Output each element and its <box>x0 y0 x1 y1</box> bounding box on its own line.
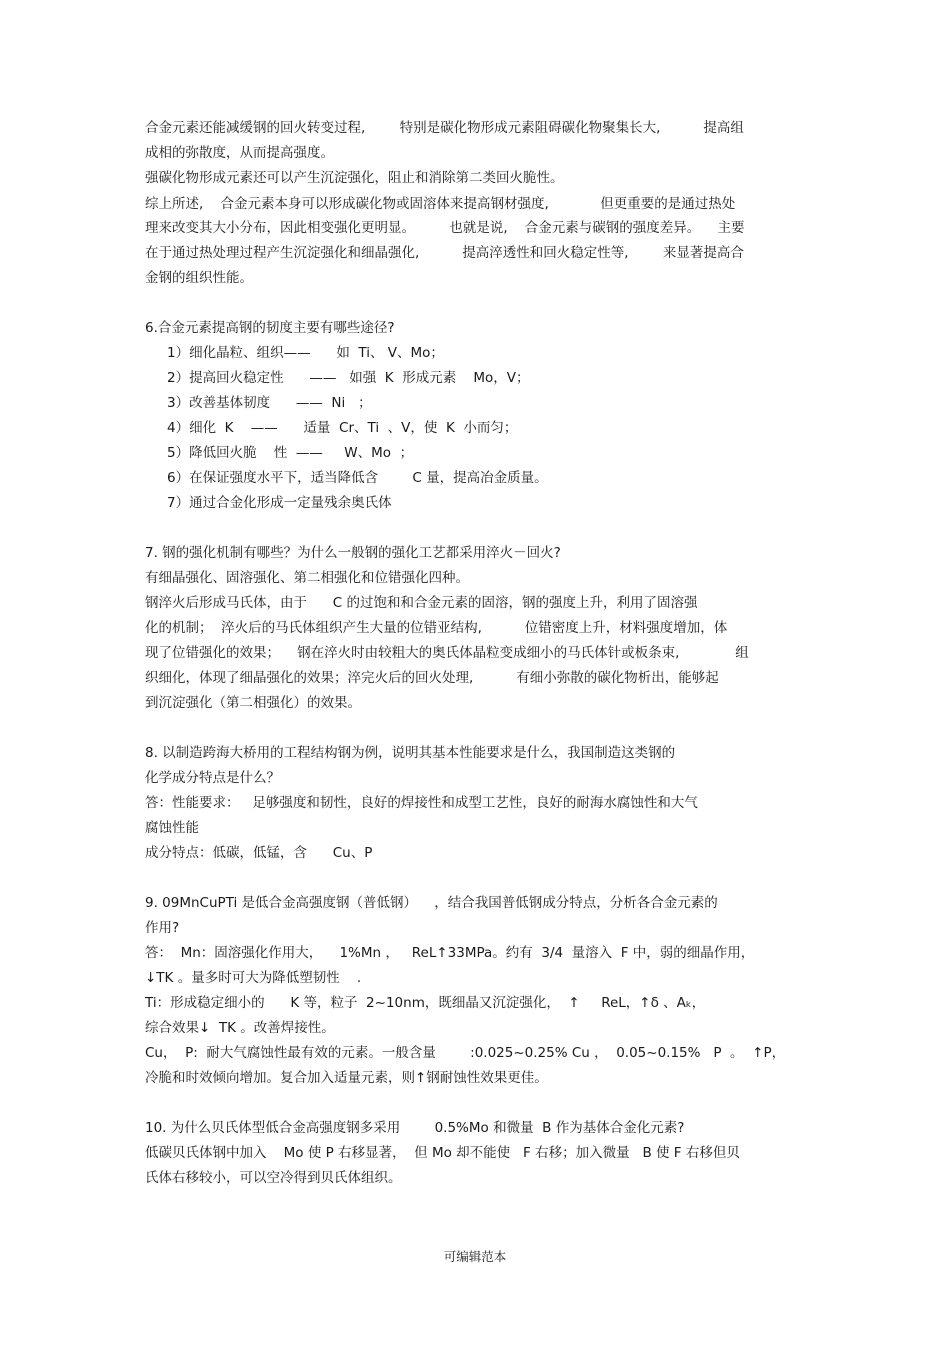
answer-line: 化的机制； 淬火后的马氏体组织产生大量的位错亚结构, 位错密度上升，材料强度增加，体 <box>145 620 728 636</box>
answer-line: 答：性能要求： 足够强度和韧性，良好的焊接性和成型工艺性，良好的耐海水腐蚀性和大气 <box>145 795 698 811</box>
paragraph-line: 金钢的组织性能。 <box>145 270 253 286</box>
answer-line: 到沉淀强化（第二相强化）的效果。 <box>145 695 361 711</box>
paragraph-line: 在于通过热处理过程产生沉淀强化和细晶强化, 提高淬透性和回火稳定性等, 来显著提高合 <box>145 245 744 261</box>
page-footer: 可编辑范本 <box>443 1249 507 1264</box>
list-item: 2）提高回火稳定性 —— 如强 K 形成元素 Mo，V； <box>167 370 530 386</box>
question-8-title-cont: 化学成分特点是什么？ <box>145 770 280 786</box>
list-item: 3）改善基体韧度 —— Ni ； <box>167 395 372 411</box>
paragraph-line: 强碳化物形成元素还可以产生沉淀强化，阻止和消除第二类回火脆性。 <box>145 170 564 186</box>
list-item: 1）细化晶粒、组织—— 如 Ti、 V、Mo； <box>167 345 444 361</box>
question-9-title: 9. 09MnCuPTi 是低合金高强度钢（普低钢） ，结合我国普低钢成分特点，分析各合金元素的 <box>145 895 718 911</box>
answer-line: 冷脆和时效倾向增加。复合加入适量元素，则↑钢耐蚀性效果更佳。 <box>145 1070 548 1086</box>
answer-line: 氏体右移较小，可以空冷得到贝氏体组织。 <box>145 1170 402 1186</box>
question-6-title: 6.合金元素提高钢的韧度主要有哪些途径? <box>145 320 395 336</box>
paragraph-line: 理来改变其大小分布，因此相变强化更明显。 也就是说, 合金元素与碳钢的强度差异。 主要 <box>145 220 745 236</box>
answer-line: 成分特点：低碳，低锰，含 Cu、P <box>145 845 373 861</box>
list-item: 4）细化 K —— 适量 Cr、Ti 、V，使 K 小而匀； <box>167 420 518 436</box>
question-7-title: 7. 钢的强化机制有哪些？为什么一般钢的强化工艺都采用淬火－回火? <box>145 545 561 561</box>
question-9-title-cont: 作用? <box>145 920 180 936</box>
answer-line: 钢淬火后形成马氏体，由于 C 的过饱和和合金元素的固溶，钢的强度上升，利用了固溶强 <box>145 595 698 611</box>
answer-line: 有细晶强化、固溶强化、第二相强化和位错强化四种。 <box>145 570 469 586</box>
answer-line: 低碳贝氏体钢中加入 Mo 使 P 右移显著， 但 Mo 却不能使 F 右移；加入微量 B 使 F 右移但贝 <box>145 1145 740 1161</box>
question-8-title: 8. 以制造跨海大桥用的工程结构钢为例，说明其基本性能要求是什么，我国制造这类钢的 <box>145 745 676 761</box>
answer-line: 织细化，体现了细晶强化的效果；淬完火后的回火处理, 有细小弥散的碳化物析出，能够起 <box>145 670 719 686</box>
answer-line: 答： Mn：固溶强化作用大， 1%Mn ， ReL↑33MPa。约有 3/4 量溶入 F 中，弱的细晶作用， <box>145 945 755 961</box>
question-10-title: 10. 为什么贝氏体型低合金高强度钢多采用 0.5%Mo 和微量 B 作为基体合金化元素? <box>145 1120 685 1136</box>
answer-line: 综合效果↓ TK 。改善焊接性。 <box>145 1020 335 1036</box>
answer-line: ↓TK 。量多时可大为降低塑韧性 . <box>145 970 362 986</box>
answer-line: Ti：形成稳定细小的 K 等，粒子 2~10nm，既细晶又沉淀强化， ↑ ReL，↑δ 、Aₖ， <box>145 995 706 1011</box>
answer-line: Cu， P: 耐大气腐蚀性最有效的元素。一般含量 :0.025~0.25% Cu ， 0.05~0.15% P 。 ↑P， <box>145 1045 786 1061</box>
answer-line: 腐蚀性能 <box>145 820 199 836</box>
answer-line: 现了位错强化的效果； 钢在淬火时由较粗大的奥氏体晶粒变成细小的马氏体针或板条束, 组 <box>145 645 749 661</box>
paragraph-line: 合金元素还能减缓钢的回火转变过程, 特别是碳化物形成元素阻碍碳化物聚集长大, 提高组 <box>145 120 744 136</box>
paragraph-line: 成相的弥散度，从而提高强度。 <box>145 145 334 161</box>
list-item: 5）降低回火脆 性 —— W、Mo ； <box>167 445 414 461</box>
paragraph-line: 综上所述, 合金元素本身可以形成碳化物或固溶体来提高钢材强度, 但更重要的是通过热处 <box>145 196 736 212</box>
list-item: 7）通过合金化形成一定量残余奥氏体 <box>167 495 392 511</box>
list-item: 6）在保证强度水平下，适当降低含 C 量，提高冶金质量。 <box>167 470 548 486</box>
